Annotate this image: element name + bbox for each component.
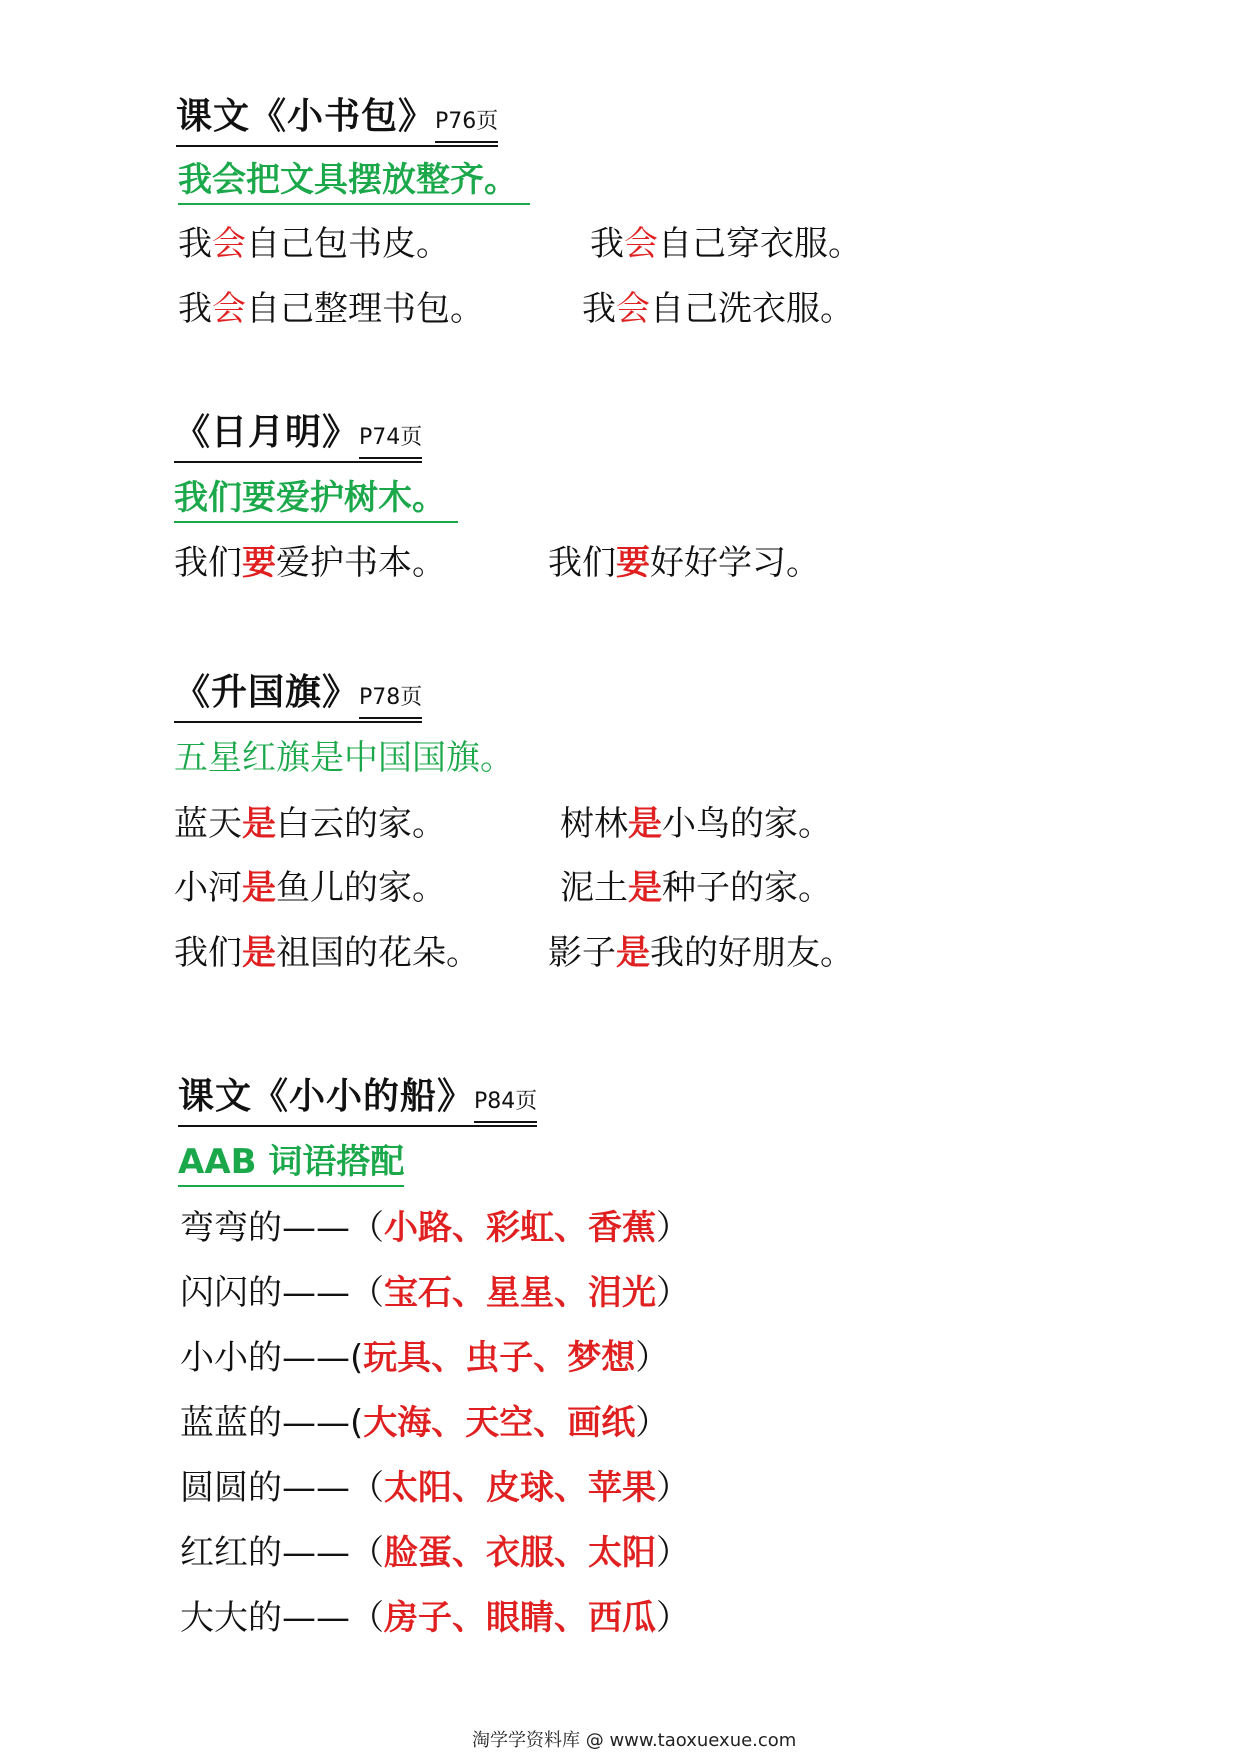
aab-row: 大大的——（房子、眼睛、西瓜） bbox=[180, 1598, 690, 1638]
model-sentence: 五星红旗是中国国旗。 bbox=[174, 738, 514, 778]
example-sentence: 我们是祖国的花朵。 bbox=[174, 933, 480, 973]
example-sentence: 树林是小鸟的家。 bbox=[560, 804, 832, 844]
example-sentence: 我们要好好学习。 bbox=[548, 543, 820, 583]
aab-row: 圆圆的——（太阳、皮球、苹果） bbox=[180, 1468, 690, 1508]
aab-row: 小小的——(玩具、虫子、梦想） bbox=[180, 1338, 670, 1378]
section-title-xiaoshubao: 课文《小书包》P76页 bbox=[176, 88, 498, 147]
section-title-shengguoqi: 《升国旗》P78页 bbox=[174, 664, 422, 723]
example-sentence: 影子是我的好朋友。 bbox=[548, 933, 854, 973]
example-sentence: 小河是鱼儿的家。 bbox=[174, 868, 446, 908]
model-sentence: 我会把文具摆放整齐。 bbox=[178, 152, 530, 205]
example-sentence: 我们要爱护书本。 bbox=[174, 543, 446, 583]
example-sentence: 蓝天是白云的家。 bbox=[174, 804, 446, 844]
aab-row: 蓝蓝的——(大海、天空、画纸） bbox=[180, 1403, 670, 1443]
section-title-riyueming: 《日月明》P74页 bbox=[174, 404, 422, 463]
aab-row: 红红的——（脸蛋、衣服、太阳） bbox=[180, 1533, 690, 1573]
example-sentence: 我会自己洗衣服。 bbox=[582, 289, 854, 329]
example-sentence: 我会自己穿衣服。 bbox=[590, 224, 862, 264]
example-sentence: 我会自己包书皮。 bbox=[178, 224, 450, 264]
example-sentence: 泥土是种子的家。 bbox=[560, 868, 832, 908]
model-sentence: 我们要爱护树木。 bbox=[174, 470, 458, 523]
aab-row: 闪闪的——（宝石、星星、泪光） bbox=[180, 1273, 690, 1313]
section-title-xiaoxiaodechuan: 课文《小小的船》P84页 bbox=[178, 1068, 537, 1127]
aab-row: 弯弯的——（小路、彩虹、香蕉） bbox=[180, 1208, 690, 1248]
aab-heading: AAB 词语搭配 bbox=[178, 1134, 404, 1187]
example-sentence: 我会自己整理书包。 bbox=[178, 289, 484, 329]
footer-watermark: 淘学学资料库 @ www.taoxuexue.com bbox=[472, 1730, 797, 1751]
